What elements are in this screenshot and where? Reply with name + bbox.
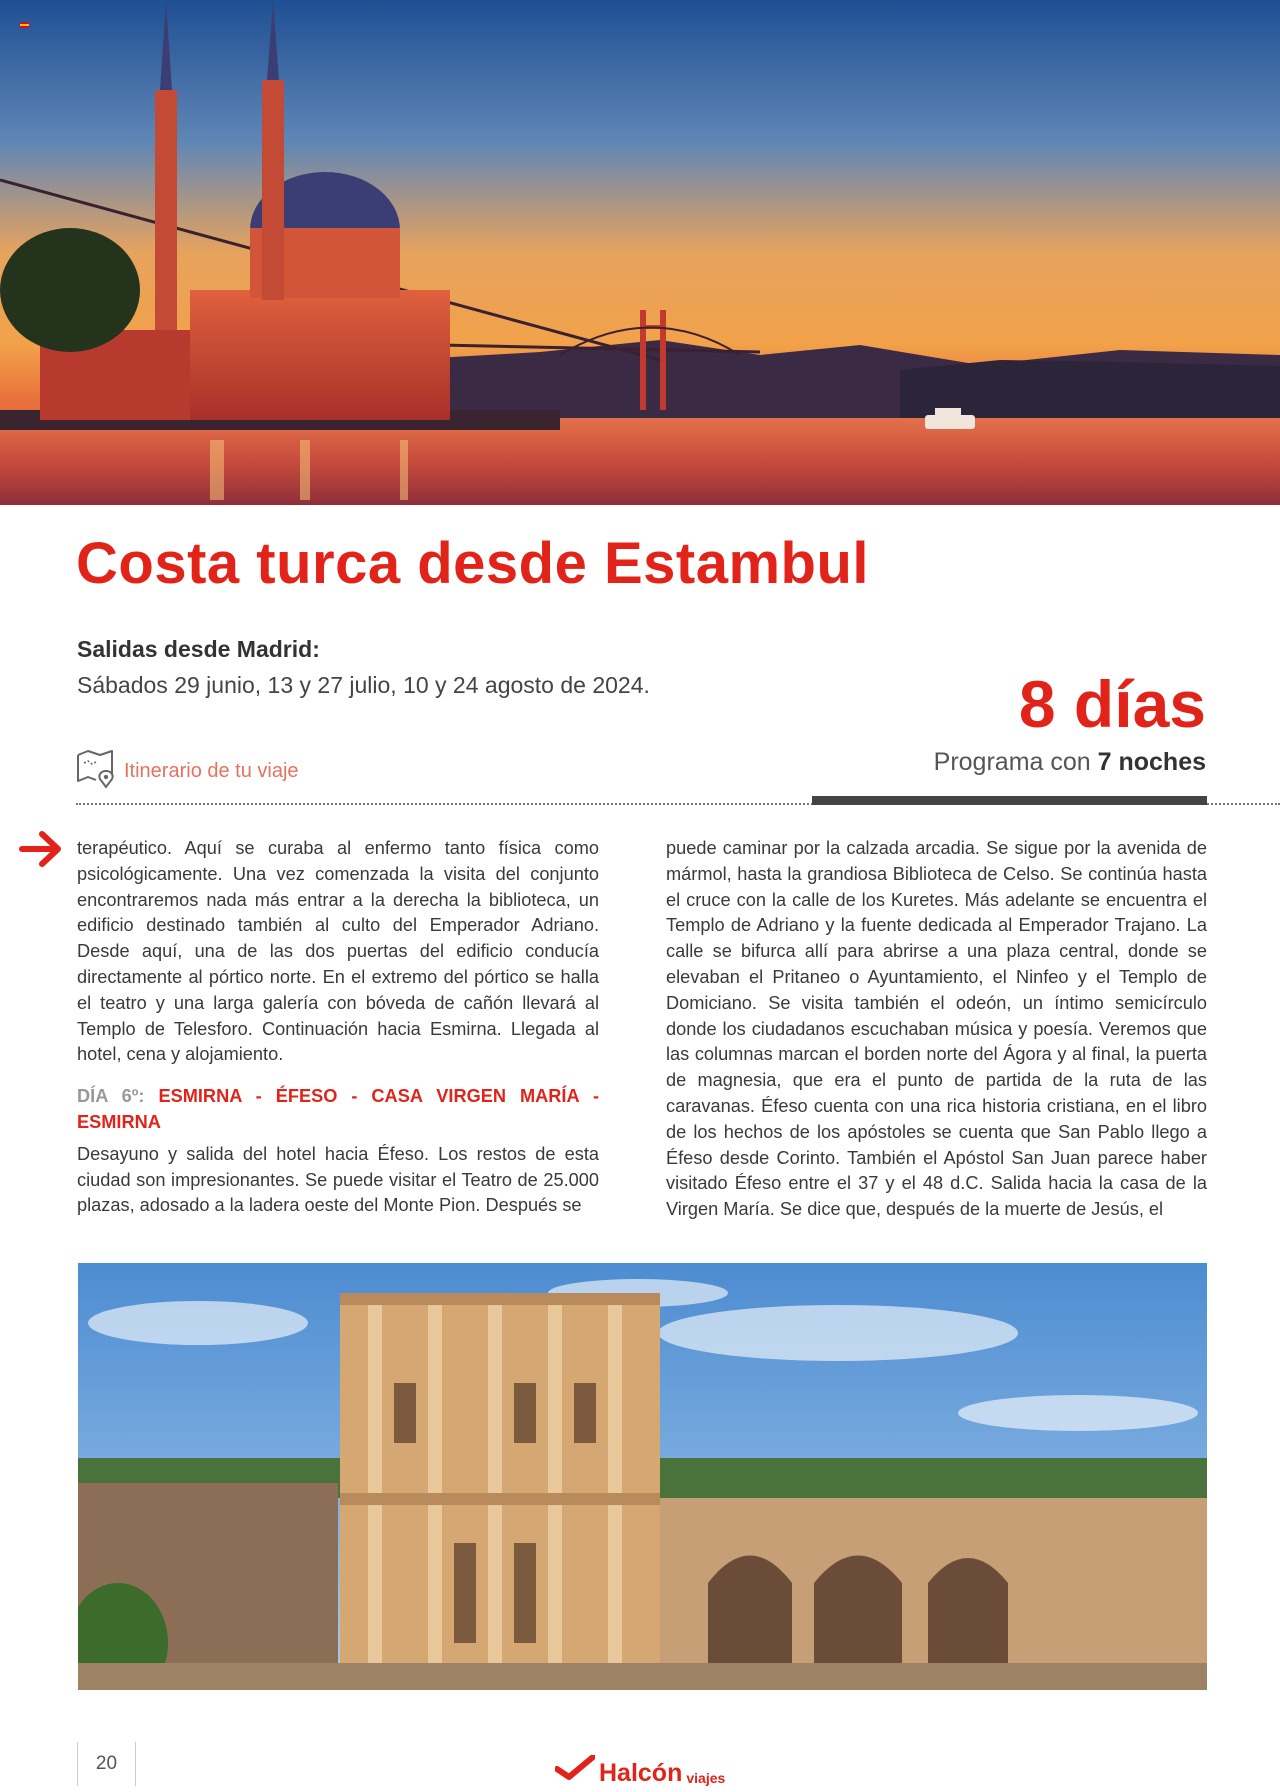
- itinerary-link[interactable]: [76, 750, 299, 792]
- day-heading: [77, 1084, 599, 1136]
- brand-subtitle: viajes: [686, 1770, 726, 1786]
- nights-count: 7 noches: [1097, 748, 1206, 776]
- brand-logo: [555, 1755, 725, 1786]
- halcon-logo-icon: [555, 1755, 595, 1786]
- day-label: DÍA 6º:: [77, 1086, 145, 1107]
- page-title: Costa turca desde Estambul: [76, 531, 869, 596]
- program-nights: [934, 748, 1206, 777]
- program-prefix: Programa con: [933, 748, 1098, 776]
- text-column-left: [77, 836, 599, 1219]
- header-bar: [812, 796, 1207, 805]
- text-column-right: [666, 836, 1207, 1223]
- itinerary-label[interactable]: Itinerario de tu viaje: [124, 759, 299, 782]
- photo-ephesus-library: [78, 1263, 1207, 1690]
- duration-days: 8 días: [1018, 667, 1206, 741]
- right-paragraph: puede caminar por la calzada arcadia. Se sigue por la avenida de mármol, hasta la grandiosa Biblioteca de Celso. Se continúa hasta el cruce con la calle de los Kuretes. Más adelante se encuentra el Templo de Adriano y la fuente dedicada al Emperador Trajano. La calle se bifurca allí para abrirse a una plaza central, donde se elevaban el Pritaneo o Ayuntamiento, el Ninfeo y el Templo de Domiciano. Se visita también el odeón, un íntimo semicírculo donde los ciudadanos escuchaban música y poesía. Veremos que las columnas marcan el borden norte del Ágora y al final, la puerta de magnesia, que era el punto de partida de la ruta de las caravanas. Éfeso cuenta con una rica historia cristiana, en el libro de los hechos de los apóstoles se cuenta que San Pablo llego a Éfeso desde Corinto. También el Apóstol San Juan parece haber visitado Éfeso entre el 37 y el 48 d.C. Salida hacia la casa de la Virgen María. Se dice que, después de la muerte de Jesús, el: [666, 838, 1207, 1220]
- page-number: 20: [77, 1742, 136, 1786]
- departures-dates: Sábados 29 junio, 13 y 27 julio, 10 y 24 agosto de 2024.: [77, 672, 650, 698]
- day-route: ESMIRNA - ÉFESO - CASA VIRGEN MARÍA - ESMIRNA: [77, 1086, 599, 1132]
- arrow-right-icon: [18, 826, 64, 877]
- flag-icon: [20, 22, 29, 28]
- brand-name: Halcón: [599, 1759, 683, 1787]
- departures-label: Salidas desde Madrid:: [77, 636, 320, 662]
- hero-image-istanbul: [0, 0, 1280, 505]
- map-pin-icon: [76, 749, 116, 794]
- left-paragraph-1: terapéutico. Aquí se curaba al enfermo tanto física como psicológicamente. Una vez comenzada la visita del conjunto encontraremos nada más entrar a la derecha la biblioteca, un edificio destinado también al culto del Emperador Adriano. Desde aquí, una de las dos puertas del edificio conducía directamente al pórtico norte. En el extremo del pórtico se halla el teatro y una larga galería con bóveda de cañón llevará al Templo de Telesforo. Continuación hacia Esmirna. Llegada al hotel, cena y alojamiento.: [77, 838, 599, 1065]
- left-paragraph-2: Desayuno y salida del hotel hacia Éfeso. Los restos de esta ciudad son impresionantes. Se puede visitar el Teatro de 25.000 plazas, adosado a la ladera oeste del Monte Pion. Después se: [77, 1143, 599, 1216]
